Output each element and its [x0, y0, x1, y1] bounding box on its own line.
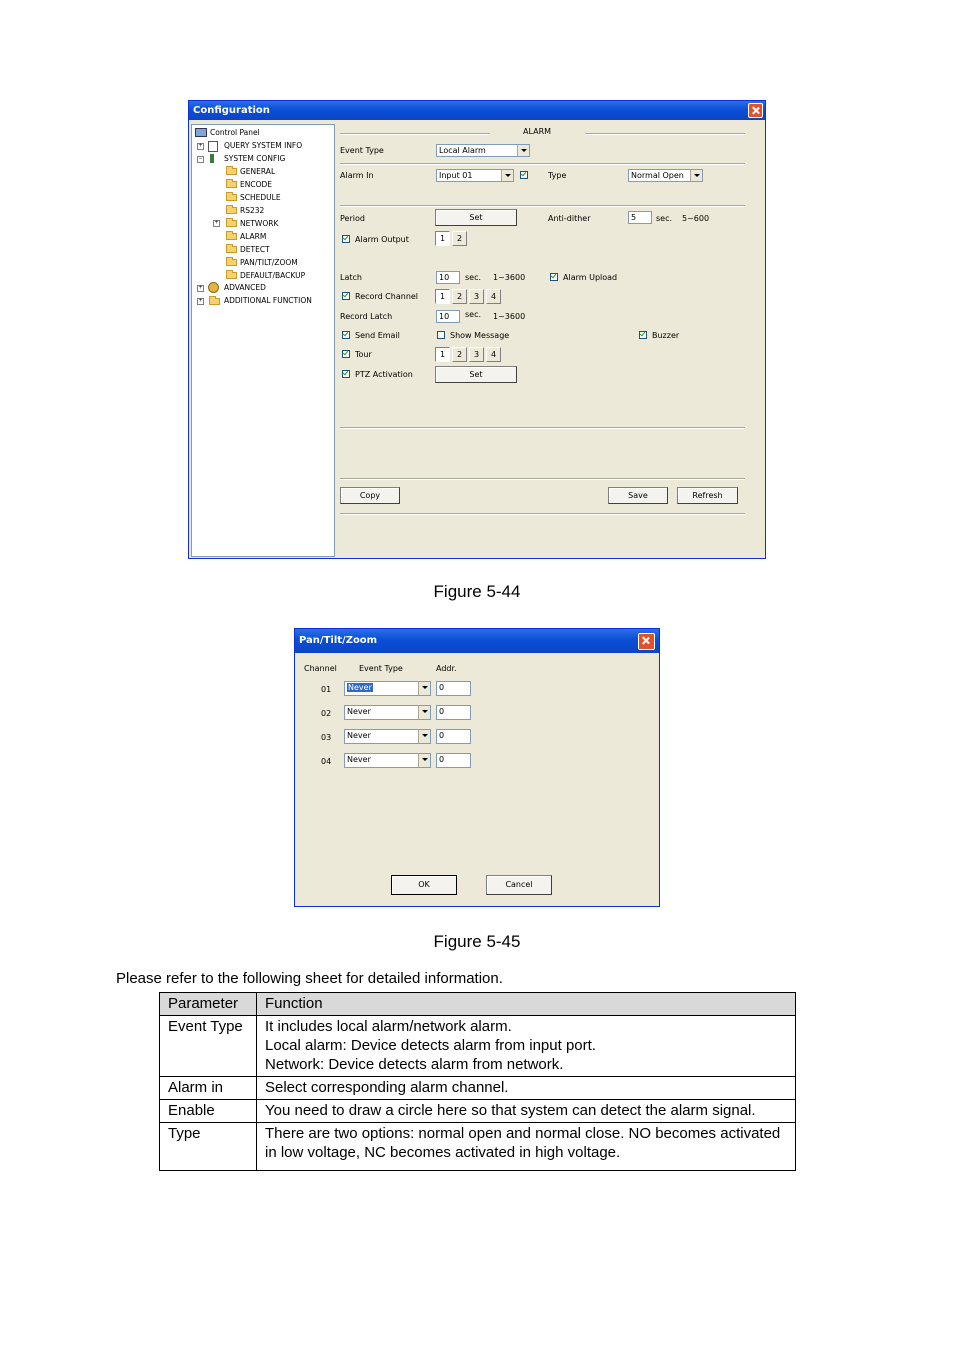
parameter-cell: Enable	[160, 1100, 257, 1123]
figure-caption-1: Figure 5-44	[433, 582, 521, 601]
folder-icon	[226, 168, 237, 175]
function-cell	[257, 1123, 796, 1171]
folder-icon	[226, 220, 237, 227]
buzzer-label: Buzzer	[652, 331, 680, 340]
folder-icon	[209, 298, 220, 305]
alarm-in-select[interactable]	[436, 169, 514, 182]
tour-channel-3[interactable]: 3	[469, 347, 484, 362]
event-type-value: Never	[348, 683, 372, 692]
collapse-icon[interactable]: −	[198, 156, 203, 162]
expand-icon[interactable]: +	[198, 285, 203, 291]
divider	[340, 513, 745, 515]
tree-item-rs232[interactable]: RS232	[240, 206, 265, 215]
send-email-checkbox[interactable]	[342, 331, 350, 339]
folder-icon	[226, 194, 237, 201]
send-email-label: Send Email	[355, 331, 400, 340]
divider	[340, 478, 745, 480]
period-label: Period	[340, 214, 365, 223]
folder-icon	[226, 272, 237, 279]
show-message-checkbox[interactable]	[437, 331, 445, 339]
function-header: Function	[257, 993, 796, 1016]
parameter-cell: Alarm in	[160, 1077, 257, 1100]
record-channel-checkbox[interactable]	[342, 292, 350, 300]
tree-item-system-config[interactable]: SYSTEM CONFIG	[224, 154, 286, 163]
function-line: It includes local alarm/network alarm.	[265, 1018, 512, 1035]
ptz-set-button[interactable]: Set	[435, 366, 517, 383]
copy-button[interactable]: Copy	[340, 487, 400, 504]
tree-item-alarm[interactable]: ALARM	[240, 232, 267, 241]
tree-item-control-panel[interactable]: Control Panel	[210, 128, 260, 137]
tree-item-general[interactable]: GENERAL	[240, 167, 276, 176]
show-message-label: Show Message	[450, 331, 510, 340]
save-button[interactable]: Save	[608, 487, 668, 504]
table-row	[160, 1016, 796, 1077]
tree-item-detect[interactable]: DETECT	[240, 245, 270, 254]
expand-icon[interactable]: +	[198, 143, 203, 149]
ptz-activation-label: PTZ Activation	[355, 370, 413, 379]
chevron-down-icon[interactable]	[690, 170, 702, 181]
parameter-table	[159, 992, 796, 1171]
record-latch-unit: sec.	[465, 310, 482, 319]
folder-open-icon	[226, 233, 237, 240]
folder-icon	[226, 207, 237, 214]
anti-dither-unit: sec.	[656, 214, 673, 223]
alarm-output-checkbox[interactable]	[342, 235, 350, 243]
chevron-down-icon[interactable]	[418, 706, 430, 719]
close-icon[interactable]	[748, 103, 763, 118]
function-line: You need to draw a circle here so that system can detect the alarm signal.	[265, 1102, 756, 1119]
tree-panel	[191, 124, 335, 557]
tour-channel-2[interactable]: 2	[452, 347, 467, 362]
function-line: Local alarm: Device detects alarm from input port.	[265, 1037, 596, 1054]
chevron-down-icon[interactable]	[418, 682, 430, 695]
parameter-header: Parameter	[160, 993, 257, 1016]
alarm-upload-checkbox[interactable]	[550, 273, 558, 281]
record-channel-1[interactable]: 1	[435, 289, 450, 304]
divider	[340, 133, 490, 135]
tour-channel-1[interactable]: 1	[435, 347, 450, 362]
ok-button[interactable]: OK	[391, 875, 457, 895]
alarm-output-channel-1[interactable]: 1	[435, 231, 450, 246]
figure-caption-2: Figure 5-45	[433, 932, 521, 951]
event-type-select[interactable]	[344, 705, 431, 720]
event-type-label: Event Type	[340, 146, 384, 155]
record-channel-4[interactable]: 4	[486, 289, 501, 304]
event-type-select[interactable]	[344, 753, 431, 768]
configuration-title: Configuration	[189, 101, 765, 120]
record-latch-range: 1~3600	[493, 312, 526, 321]
addr-input[interactable]: 0	[436, 753, 471, 768]
type-label: Type	[548, 171, 567, 180]
config-icon	[210, 154, 214, 163]
tree-item-query-system-info[interactable]: QUERY SYSTEM INFO	[224, 141, 303, 150]
intro-text: Please refer to the following sheet for detailed information.	[116, 970, 503, 987]
channel-label: 01	[321, 685, 332, 694]
anti-dither-range: 5~600	[682, 214, 710, 223]
anti-dither-input[interactable]: 5	[628, 211, 652, 224]
parameter-cell: Event Type	[160, 1016, 257, 1077]
record-channel-3[interactable]: 3	[469, 289, 484, 304]
tour-checkbox[interactable]	[342, 350, 350, 358]
chevron-down-icon[interactable]	[517, 145, 529, 156]
divider	[340, 205, 745, 207]
record-channel-2[interactable]: 2	[452, 289, 467, 304]
divider	[585, 133, 745, 135]
addr-input[interactable]: 0	[436, 705, 471, 720]
record-channel-label: Record Channel	[355, 292, 419, 301]
tour-channel-4[interactable]: 4	[486, 347, 501, 362]
tree-item-advanced[interactable]: ADVANCED	[224, 283, 266, 292]
tree-item-default-backup[interactable]: DEFAULT/BACKUP	[240, 271, 306, 280]
latch-range: 1~3600	[493, 273, 526, 282]
gears-icon	[208, 282, 219, 293]
event-type-value: Never	[347, 731, 371, 740]
ptz-window	[294, 628, 660, 907]
addr-input[interactable]: 0	[436, 681, 471, 696]
refresh-button[interactable]: Refresh	[677, 487, 738, 504]
table-row	[160, 1123, 796, 1171]
folder-icon	[226, 259, 237, 266]
event-type-value: Never	[347, 707, 371, 716]
table-header-row	[160, 993, 796, 1016]
tree-item-encode[interactable]: ENCODE	[240, 180, 273, 189]
latch-unit: sec.	[465, 273, 482, 282]
function-line: Network: Device detects alarm from network.	[265, 1056, 564, 1073]
divider	[340, 163, 745, 165]
record-latch-input[interactable]: 10	[436, 310, 460, 323]
alarm-output-label: Alarm Output	[355, 235, 409, 244]
latch-input[interactable]: 10	[436, 271, 460, 284]
function-cell	[257, 1100, 796, 1123]
enable-checkbox[interactable]	[520, 171, 528, 179]
ptz-activation-checkbox[interactable]	[342, 370, 350, 378]
tree-item-schedule[interactable]: SCHEDULE	[240, 193, 281, 202]
section-title: ALARM	[523, 127, 552, 136]
tour-label: Tour	[355, 350, 372, 359]
event-type-select[interactable]	[344, 729, 431, 744]
alarm-in-label: Alarm In	[340, 171, 374, 180]
table-row	[160, 1100, 796, 1123]
function-line: There are two options: normal open and normal close. NO becomes activated in low voltage, NC becomes activated in high voltage.	[265, 1125, 781, 1161]
cancel-button[interactable]: Cancel	[486, 875, 552, 895]
event-type-select[interactable]	[344, 681, 431, 696]
period-set-button[interactable]: Set	[435, 209, 517, 226]
chevron-down-icon[interactable]	[501, 170, 513, 181]
tree-item-pan-tilt-zoom[interactable]: PAN/TILT/ZOOM	[240, 258, 298, 267]
channel-label: 02	[321, 709, 332, 718]
table-row	[160, 1077, 796, 1100]
addr-header: Addr.	[436, 664, 457, 673]
chevron-down-icon[interactable]	[418, 754, 430, 767]
folder-icon	[226, 246, 237, 253]
event-type-value: Never	[347, 755, 371, 764]
alarm-output-channel-2[interactable]: 2	[452, 231, 467, 246]
channel-header: Channel	[304, 664, 337, 673]
alarm-in-value: Input 01	[439, 171, 473, 180]
buzzer-checkbox[interactable]	[639, 331, 647, 339]
addr-input[interactable]: 0	[436, 729, 471, 744]
expand-icon[interactable]: +	[198, 298, 203, 304]
tree-item-network[interactable]: NETWORK	[240, 219, 279, 228]
event-type-header: Event Type	[359, 664, 403, 673]
computer-icon	[195, 128, 207, 137]
type-select[interactable]	[628, 169, 703, 182]
ptz-title: Pan/Tilt/Zoom	[295, 629, 659, 653]
event-type-select[interactable]	[436, 144, 530, 157]
function-line: Select corresponding alarm channel.	[265, 1079, 509, 1096]
folder-icon	[226, 181, 237, 188]
close-icon[interactable]	[638, 633, 655, 650]
chevron-down-icon[interactable]	[418, 730, 430, 743]
tree-item-additional-function[interactable]: ADDITIONAL FUNCTION	[224, 296, 312, 305]
record-latch-label: Record Latch	[340, 312, 393, 321]
event-type-value: Local Alarm	[439, 146, 486, 155]
parameter-cell: Type	[160, 1123, 257, 1171]
channel-label: 03	[321, 733, 332, 742]
alarm-upload-label: Alarm Upload	[563, 273, 618, 282]
info-icon	[208, 141, 218, 152]
function-cell	[257, 1077, 796, 1100]
anti-dither-label: Anti-dither	[548, 214, 591, 223]
divider	[340, 427, 745, 429]
latch-label: Latch	[340, 273, 362, 282]
expand-icon[interactable]: +	[214, 220, 219, 226]
channel-label: 04	[321, 757, 332, 766]
type-value: Normal Open	[631, 171, 684, 180]
configuration-window	[188, 100, 766, 559]
function-cell	[257, 1016, 796, 1077]
